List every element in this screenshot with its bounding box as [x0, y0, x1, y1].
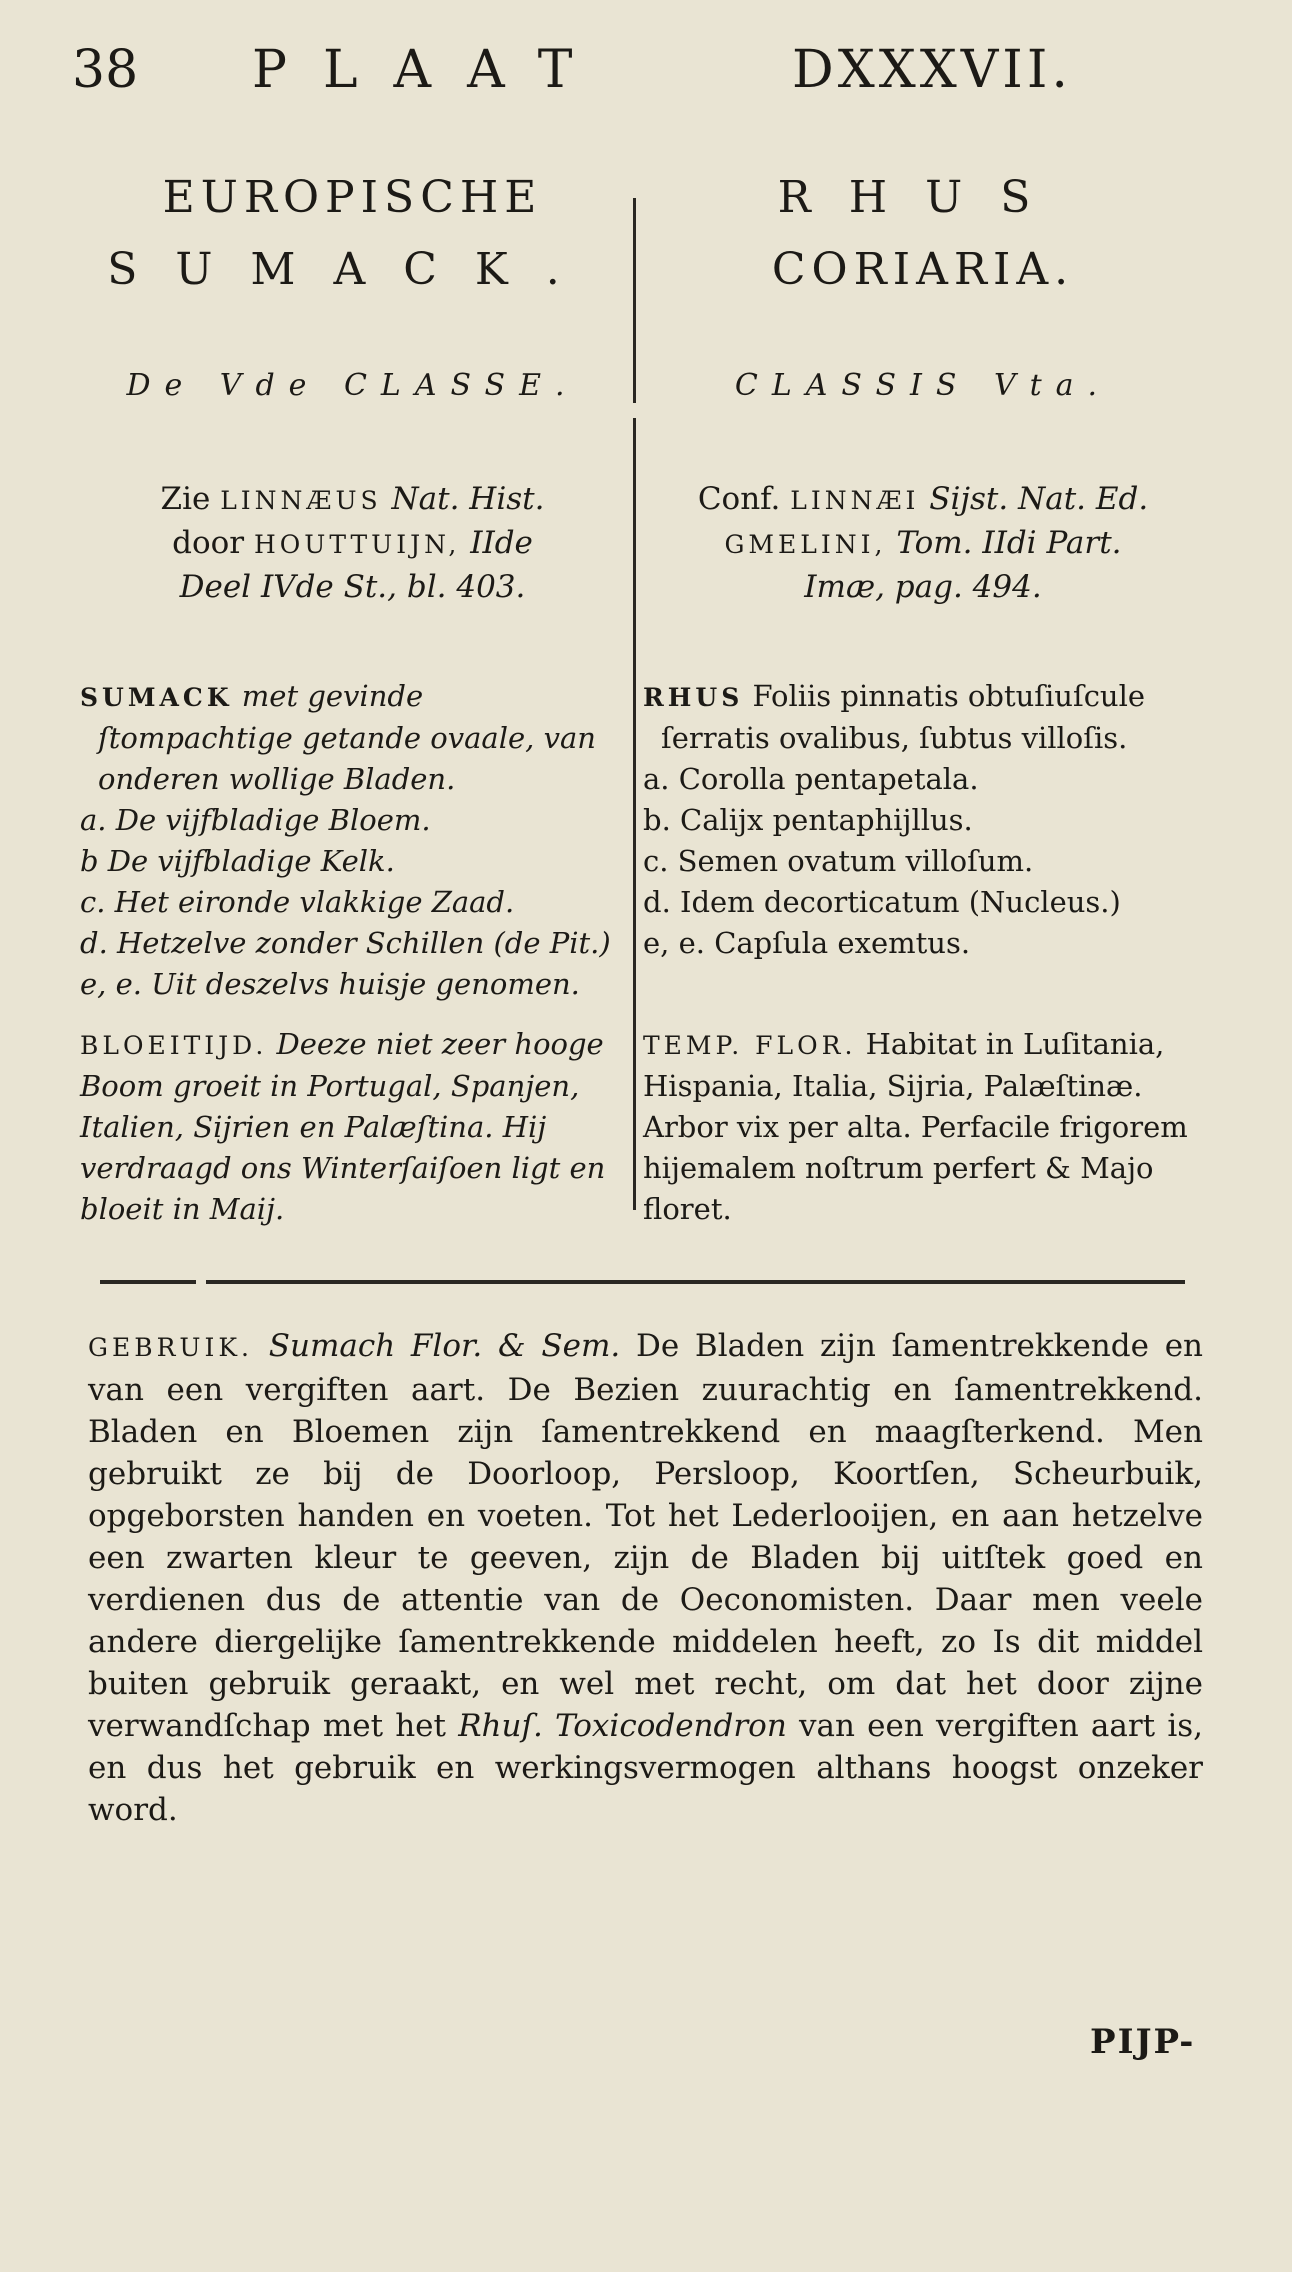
figure-item: e, e. Capſula exemtus.	[643, 926, 971, 960]
latin-description	[643, 676, 1203, 964]
dutch-description	[80, 676, 625, 1005]
ref-work: Sijst. Nat. Ed.	[929, 481, 1149, 517]
rule-gap	[196, 1276, 206, 1288]
desc-text: Foliis pinnatis obtuſiuſcule ſerratis ovalibus, ſubtus villoſis.	[661, 679, 1146, 755]
ref-translator: HOUTTUIJN,	[253, 530, 461, 559]
column-divider-top	[633, 198, 636, 403]
plate-title: PLAAT	[252, 40, 609, 100]
bloei-label: BLOEITIJD.	[80, 1031, 268, 1060]
latin-title-line1: RHUS	[777, 172, 1069, 223]
page-number: 38	[72, 40, 139, 100]
plate-number: DXXXVII.	[792, 40, 1072, 100]
ref-pag: Imæ, pag. 494.	[804, 569, 1042, 605]
gebruik-paragraph	[88, 1325, 1203, 1831]
ref-zie: Zie	[160, 481, 211, 517]
ref-author: LINNÆI	[790, 486, 920, 515]
bloei-text: Deeze niet zeer hooge Boom groeit in Portugal, Spanjen, Italien, Sijrien en Palæſtina. Hij verdraagd ons Winterſaiſoen ligt en bloeit in Maij.	[80, 1027, 606, 1226]
ref-tom: Tom. IIdi Part.	[896, 525, 1122, 561]
latin-reference	[643, 478, 1203, 608]
ref-part: IIde	[470, 525, 533, 561]
gebruik-rhus: Rhuſ. Toxicodendron	[458, 1708, 787, 1744]
figure-item: a. De vijfbladige Bloem.	[80, 803, 431, 837]
section-rule	[100, 1280, 1185, 1284]
ref-door: door	[172, 525, 245, 561]
figure-item: e, e. Uit deszelvs huisje genomen.	[80, 967, 580, 1001]
figure-item: d. Hetzelve zonder Schillen (de Pit.)	[80, 926, 611, 960]
dutch-classe: De Vde CLASSE.	[126, 368, 579, 403]
gebruik-label: GEBRUIK.	[88, 1333, 253, 1362]
page-header	[72, 40, 1232, 110]
dutch-column	[80, 162, 625, 306]
ref-conf: Conf.	[697, 481, 781, 517]
latin-tempflor	[643, 1024, 1203, 1230]
column-divider	[633, 418, 636, 1210]
latin-title-line2: CORIARIA.	[771, 244, 1075, 295]
gebruik-source: Sumach Flor. & Sem.	[268, 1328, 621, 1364]
figure-item: d. Idem decorticatum (Nucleus.)	[643, 885, 1121, 919]
figure-item: b De vijfbladige Kelk.	[80, 844, 395, 878]
temp-text: Habitat in Luſitania, Hispania, Italia, Sijria, Palæſtinæ. Arbor vix per alta. Perfacile frigorem hijemalem noſtrum perfert & Majo floret.	[643, 1027, 1188, 1226]
desc-text: met gevinde ſtompachtige getande ovaale, van onderen wollige Bladen.	[98, 679, 596, 796]
ref-deel: Deel IVde St., bl. 403.	[179, 569, 526, 605]
dutch-title-line1: EUROPISCHE	[162, 172, 543, 223]
dutch-reference	[80, 478, 625, 608]
catchword: PIJP-	[1090, 2022, 1196, 2062]
figure-item: a. Corolla pentapetala.	[643, 762, 979, 796]
ref-work: Nat. Hist.	[391, 481, 545, 517]
ref-editor: GMELINI,	[724, 530, 887, 559]
desc-lead: SUMACK	[80, 683, 233, 712]
ref-author: LINNÆUS	[220, 486, 382, 515]
gebruik-text: De Bladen zijn ſamentrekkende en van een vergiften aart. De Bezien zuurachtig en ſamentrekkend. Bladen en Bloemen zijn ſamentrekkend en maagſterkend. Men gebruikt ze bij de Doorloop, Persloop, Koortſen, Scheurbuik, opgeborsten handen en voeten. Tot het Lederlooijen, en aan hetzelve een zwarten kleur te geeven, zijn de Bladen bij uitſtek goed en verdienen dus de attentie van de Oeconomisten. Daar men veele andere diergelijke ſamentrekkende middelen heeft, zo Is dit middel buiten gebruik geraakt, en wel met recht, om dat het door zijne verwandſchap met het	[88, 1328, 1204, 1744]
figure-item: c. Het eironde vlakkige Zaad.	[80, 885, 515, 919]
dutch-title-line2: SUMACK.	[107, 244, 598, 295]
desc-lead: RHUS	[643, 683, 744, 712]
gebruik-text-end: van een vergiften aart is, en dus het gebruik en werkingsvermogen althans hoogst onzeker word.	[88, 1708, 1204, 1828]
latin-classis: CLASSIS Vta.	[734, 368, 1112, 403]
temp-label: TEMP. FLOR.	[643, 1031, 857, 1060]
latin-column	[643, 162, 1203, 306]
figure-item: b. Calijx pentaphijllus.	[643, 803, 973, 837]
dutch-bloeitijd	[80, 1024, 625, 1230]
figure-item: c. Semen ovatum villoſum.	[643, 844, 1034, 878]
